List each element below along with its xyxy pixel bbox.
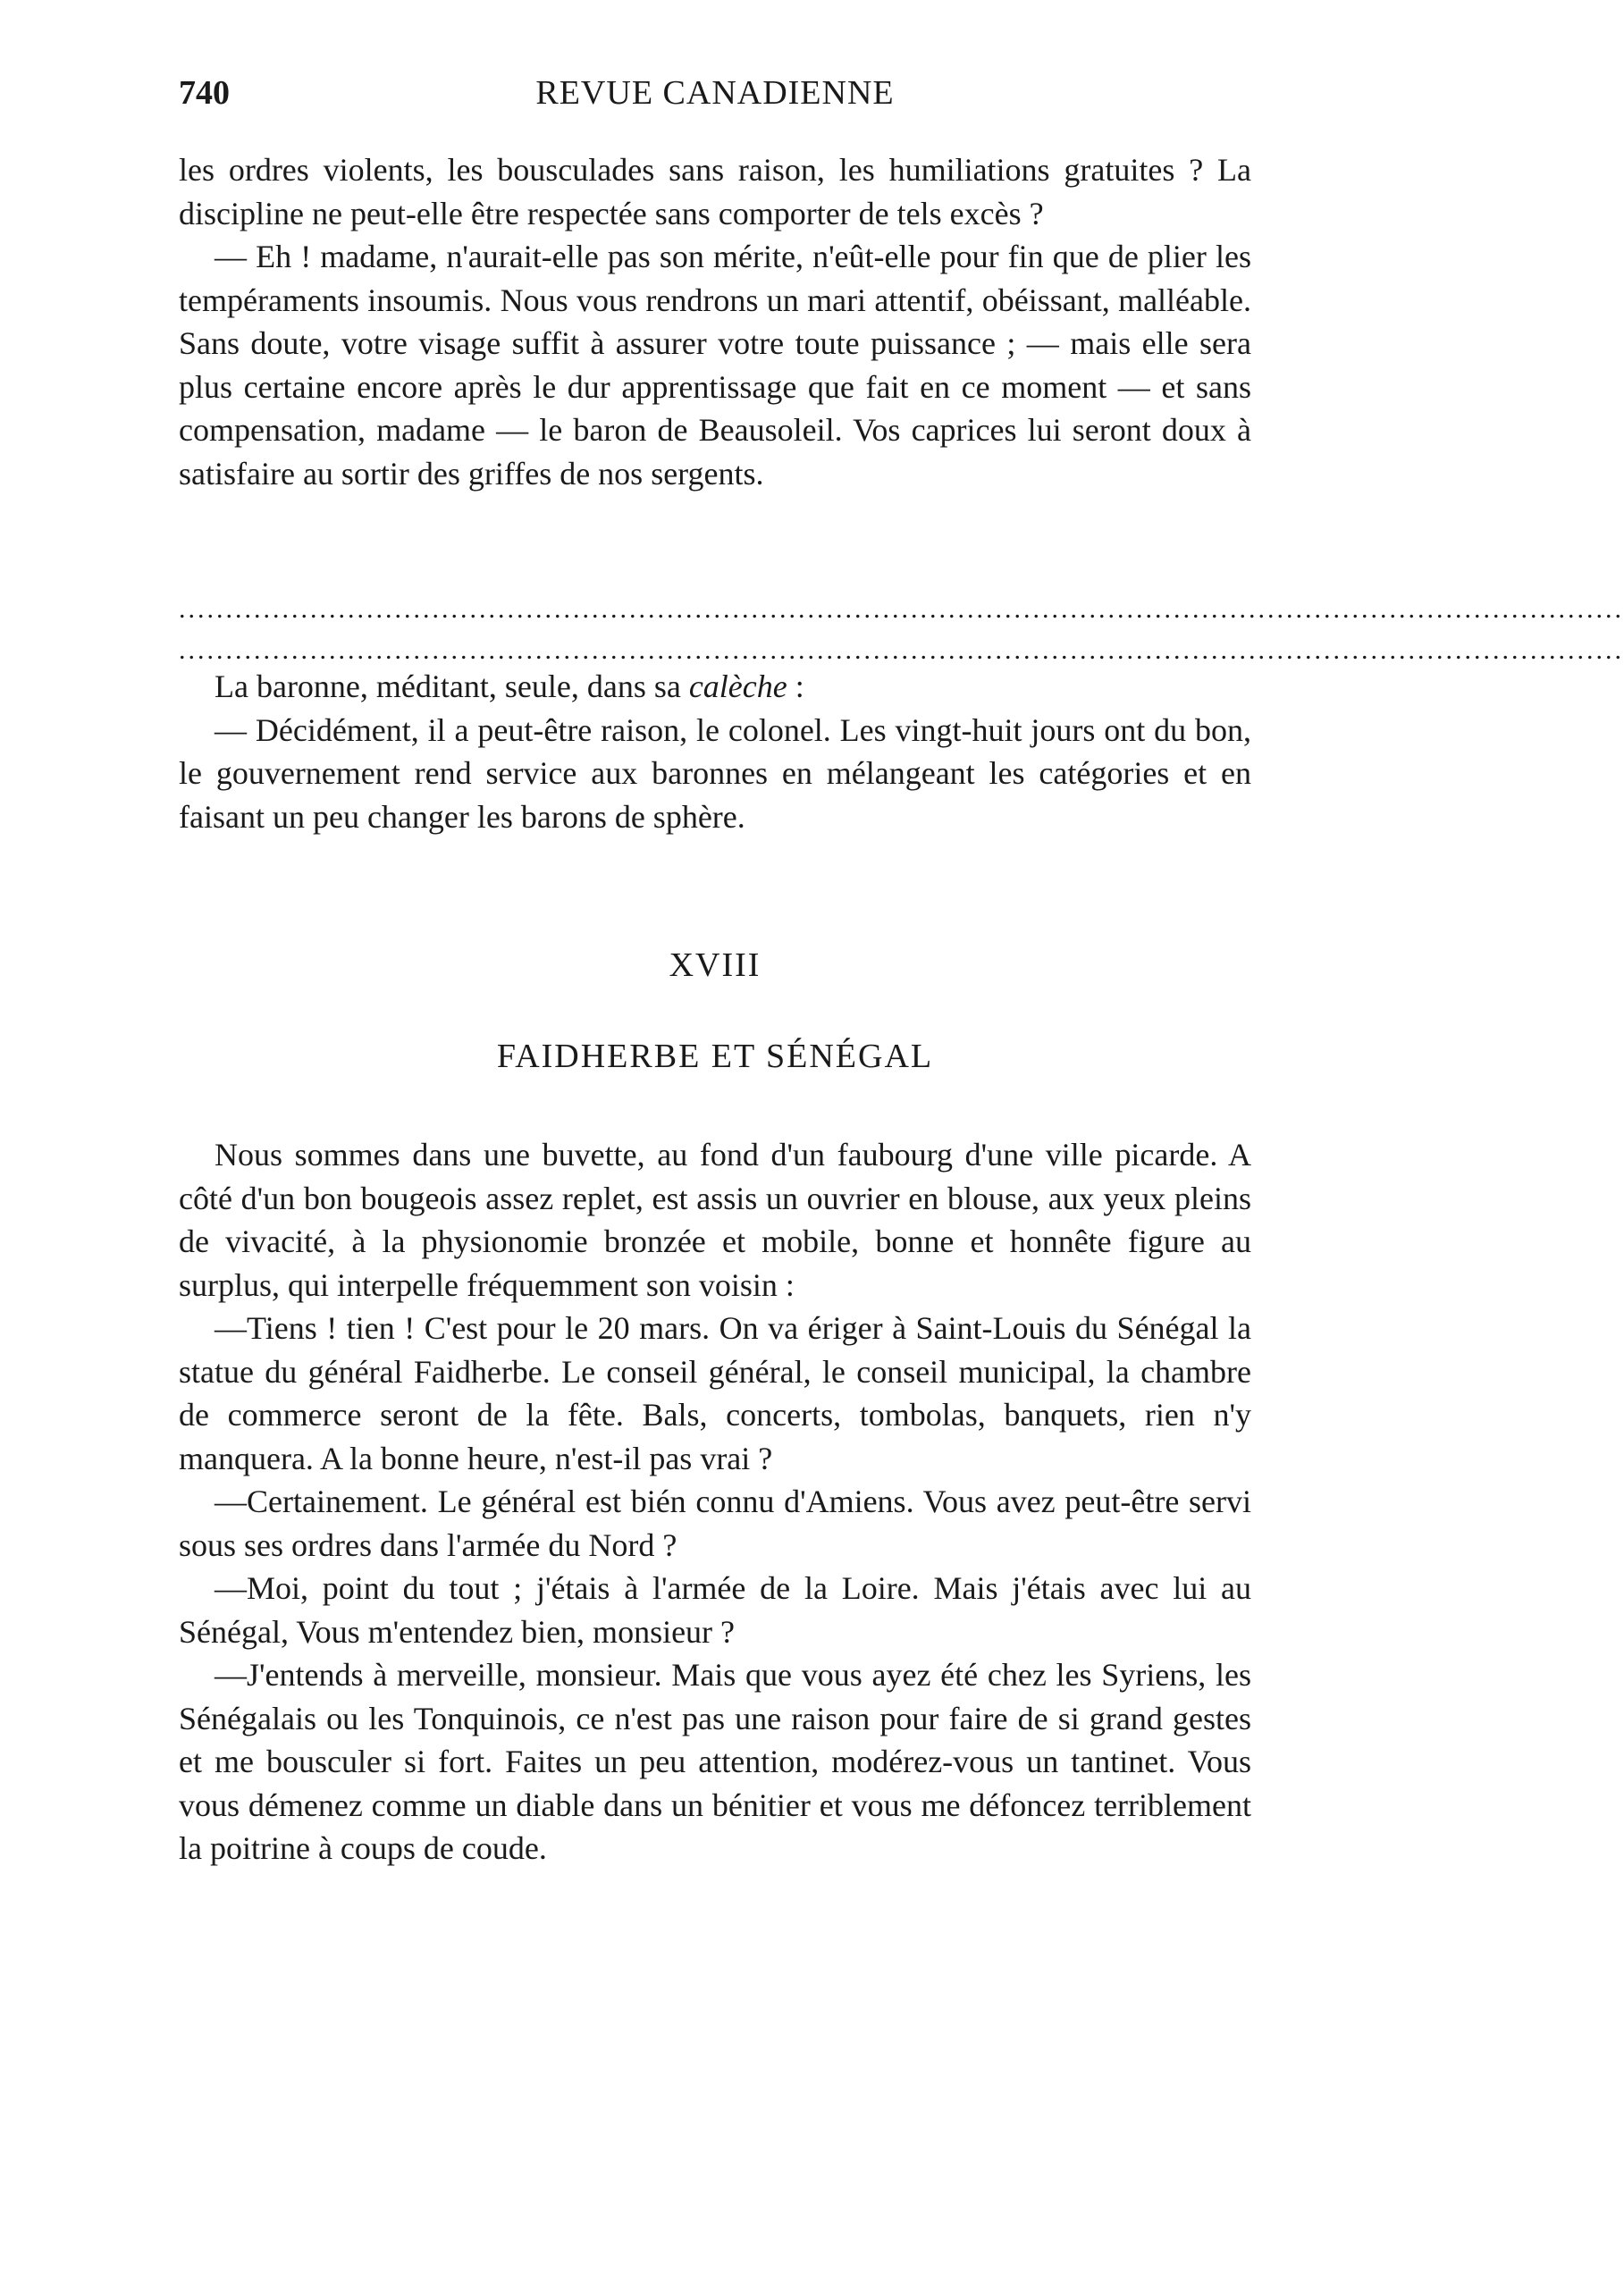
- page-number: 740: [179, 74, 230, 112]
- paragraph: Nous sommes dans une buvette, au fond d'un faubourg d'une ville picarde. A côté d'un bon bougeois assez replet, est assis un ouvrier en blouse, aux yeux pleins de vivacité, à la physionomie bronzée et mobile, bonne et honnête figure au surplus, qui interpelle fréquemment son voisin :: [179, 1137, 1251, 1303]
- running-head: [179, 73, 1251, 127]
- paragraph: les ordres violents, les bousculades sans raison, les humiliations gratuites ? La discipline ne peut-elle être respectée sans comporter de tels excès ?: [179, 152, 1251, 231]
- intro-colon: :: [787, 668, 804, 704]
- paragraph: —Certainement. Le général est bién connu d'Amiens. Vous avez peut-être servi sous ses ordres dans l'armée du Nord ?: [179, 1484, 1251, 1563]
- paragraph-intro: [179, 665, 1251, 709]
- paragraph: —Moi, point du tout ; j'étais à l'armée de la Loire. Mais j'étais avec lui au Sénégal, Vous m'entendez bien, monsieur ?: [179, 1570, 1251, 1650]
- paragraph: —J'entends à merveille, monsieur. Mais que vous ayez été chez les Syriens, les Sénégalais ou les Tonquinois, ce n'est pas une raison pour faire de si grand gestes et me bousculer si fort. Faites un peu attention, modérez-vous un tantinet. Vous vous démenez comme un diable dans un bénitier et vous me défoncez terriblement la poitrine à coups de coude.: [179, 1657, 1251, 1866]
- section-dialogue-2: [179, 665, 1251, 838]
- chapter-number: XVIII: [669, 946, 762, 984]
- section-dialogue-1: [179, 148, 1251, 495]
- section-chapter-text: [179, 1133, 1251, 1870]
- running-title: REVUE CANADIENNE: [535, 74, 895, 112]
- dotted-separator: ..........................................................................................................................................................: [179, 635, 1624, 665]
- paragraph: — Décidément, il a peut-être raison, le colonel. Les vingt-huit jours ont du bon, le gouvernement rend service aux baronnes en mélangeant les catégories et en faisant un peu changer les barons de sphère.: [179, 711, 1251, 835]
- dotted-separator: ..........................................................................................................................................................: [179, 594, 1624, 624]
- intro-text: La baronne, méditant, seule, dans sa: [215, 668, 689, 704]
- chapter-title: FAIDHERBE ET SÉNÉGAL: [496, 1038, 934, 1075]
- intro-italic: calèche: [688, 668, 787, 704]
- paragraph: — Eh ! madame, n'aurait-elle pas son mérite, n'eût-elle pour fin que de plier les tempéraments insoumis. Nous vous rendrons un mari attentif, obéissant, malléable. Sans doute, votre visage suffit à assurer votre toute puissance ; — mais elle sera plus certaine encore après le dur apprentissage que fait en ce moment — et sans compensation, madame — le baron de Beausoleil. Vos caprices lui seront doux à satisfaire au sortir des griffes de nos sergents.: [179, 239, 1251, 492]
- paragraph: —Tiens ! tien ! C'est pour le 20 mars. On va ériger à Saint-Louis du Sénégal la statue du général Faidherbe. Le conseil général, le conseil municipal, la chambre de commerce seront de la fête. Bals, concerts, tombolas, banquets, rien n'y manquera. A la bonne heure, n'est-il pas vrai ?: [179, 1310, 1251, 1476]
